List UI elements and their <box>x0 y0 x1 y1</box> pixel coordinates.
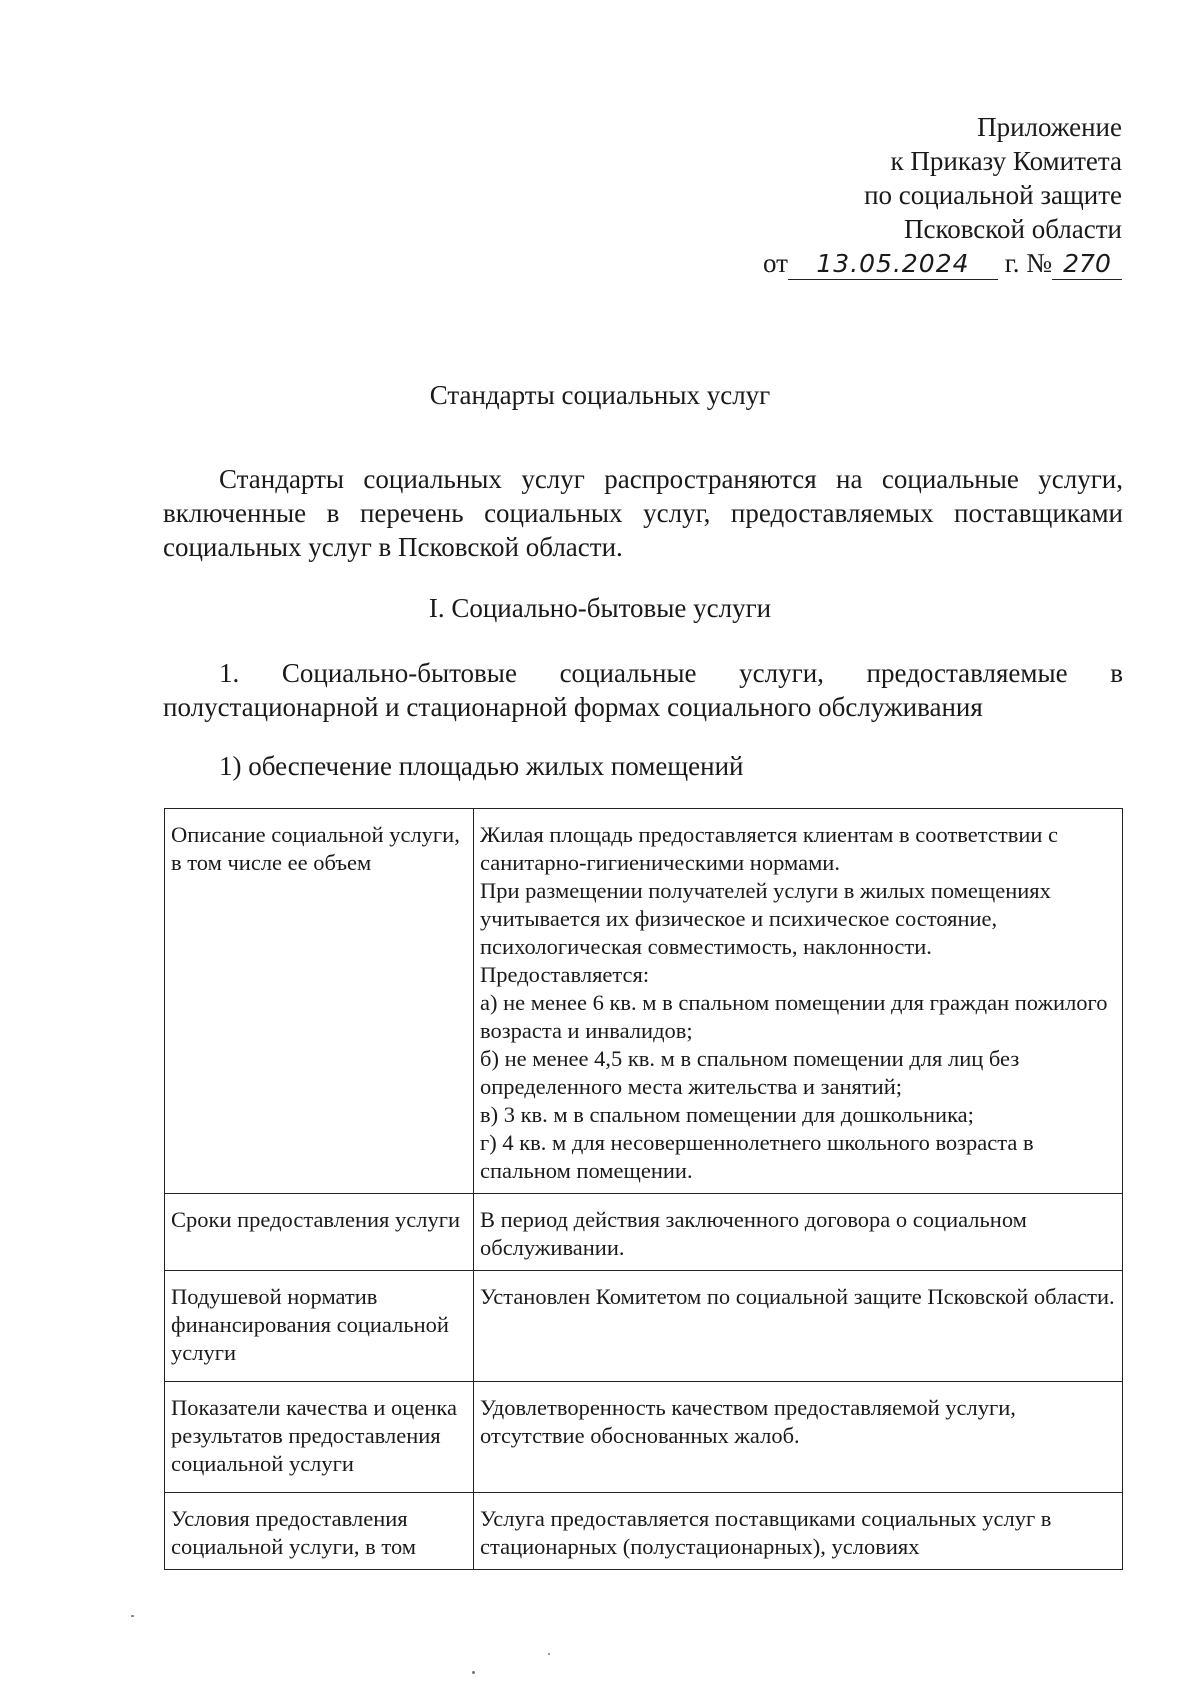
section-heading: I. Социально-бытовые услуги <box>428 593 772 623</box>
header-date-line <box>763 246 1122 280</box>
header-line-2: к Приказу Комитета <box>890 146 1122 176</box>
handwritten-date: 13.05.2024 <box>788 249 998 280</box>
row-label: Сроки предоставления услуги <box>165 1194 474 1271</box>
item-1-paragraph <box>163 656 1123 724</box>
value-line: г) 4 кв. м для несовершеннолетнего школьного возраста в спальном помещении. <box>480 1130 1034 1183</box>
row-label: Условия предоставления социальной услуги, в том <box>165 1493 474 1570</box>
row-label: Подушевой норматив финансирования социальной услуги <box>165 1271 474 1382</box>
document-title: Стандарты социальных услуг <box>429 380 771 410</box>
value-line: Установлен Комитетом по социальной защите Псковской области. <box>480 1284 1115 1309</box>
table-row <box>165 1493 1123 1570</box>
item-1-word: услуги, <box>739 658 824 688</box>
value-line: б) не менее 4,5 кв. м в спальном помещении для лиц без определенного места жительства и занятий; <box>480 1046 1020 1099</box>
header-line-4: Псковской области <box>903 214 1122 244</box>
table-row <box>165 809 1123 1194</box>
value-line: а) не менее 6 кв. м в спальном помещении для граждан пожилого возраста и инвалидов; <box>480 990 1108 1043</box>
value-line: Удовлетворенность качеством предоставляемой услуги, отсутствие обоснованных жалоб. <box>480 1395 1016 1448</box>
standard-table <box>164 808 1123 1570</box>
row-value <box>474 1493 1123 1570</box>
item-1-word: 1. <box>219 658 240 688</box>
row-value <box>474 1271 1123 1382</box>
date-prefix: от <box>763 248 788 278</box>
number-prefix: г. № <box>1004 248 1052 278</box>
item-1-word: предоставляемые <box>866 658 1068 688</box>
item-1-second-line: полустационарной и стационарной формах социального обслуживания <box>163 692 983 722</box>
value-line: Услуга предоставляется поставщиками социальных услуг в стационарных (полустационарных), условиях <box>480 1506 1052 1559</box>
appendix-header <box>763 110 1122 280</box>
header-line-3: по социальной защите <box>864 180 1122 210</box>
row-value <box>474 809 1123 1194</box>
value-line: в) 3 кв. м в спальном помещении для дошкольника; <box>480 1102 974 1127</box>
value-line: В период действия заключенного договора о социальном обслуживании. <box>480 1207 1027 1260</box>
header-line-1: Приложение <box>977 112 1122 142</box>
value-line: Предоставляется: <box>480 962 650 987</box>
item-1-first-line <box>163 656 1123 690</box>
value-line: Жилая площадь предоставляется клиентам в соответствии с санитарно-гигиеническими нормами. <box>480 822 1059 875</box>
intro-paragraph: Стандарты социальных услуг распространяются на социальные услуги, включенные в перечень социальных услуг, предоставляемых поставщиками социальных услуг в Псковской области. <box>163 464 1123 562</box>
row-value <box>474 1382 1123 1493</box>
row-value <box>474 1194 1123 1271</box>
value-line: При размещении получателей услуги в жилых помещениях учитывается их физическое и психическое состояние, психологическая совместимость, наклонности. <box>480 878 1051 959</box>
handwritten-number: 270 <box>1052 249 1122 280</box>
table-row <box>165 1382 1123 1493</box>
scan-speck <box>472 1671 475 1674</box>
item-1-word: социальные <box>559 658 697 688</box>
scan-speck <box>131 1615 134 1617</box>
table-row <box>165 1271 1123 1382</box>
item-1-word: в <box>1110 658 1123 688</box>
subitem-heading: 1) обеспечение площадью жилых помещений <box>219 751 744 781</box>
row-label: Описание социальной услуги, в том числе ее объем <box>165 809 474 1194</box>
row-label: Показатели качества и оценка результатов предоставления социальной услуги <box>165 1382 474 1493</box>
table-row <box>165 1194 1123 1271</box>
scan-speck <box>548 1653 550 1655</box>
item-1-word: Социально-бытовые <box>281 658 517 688</box>
